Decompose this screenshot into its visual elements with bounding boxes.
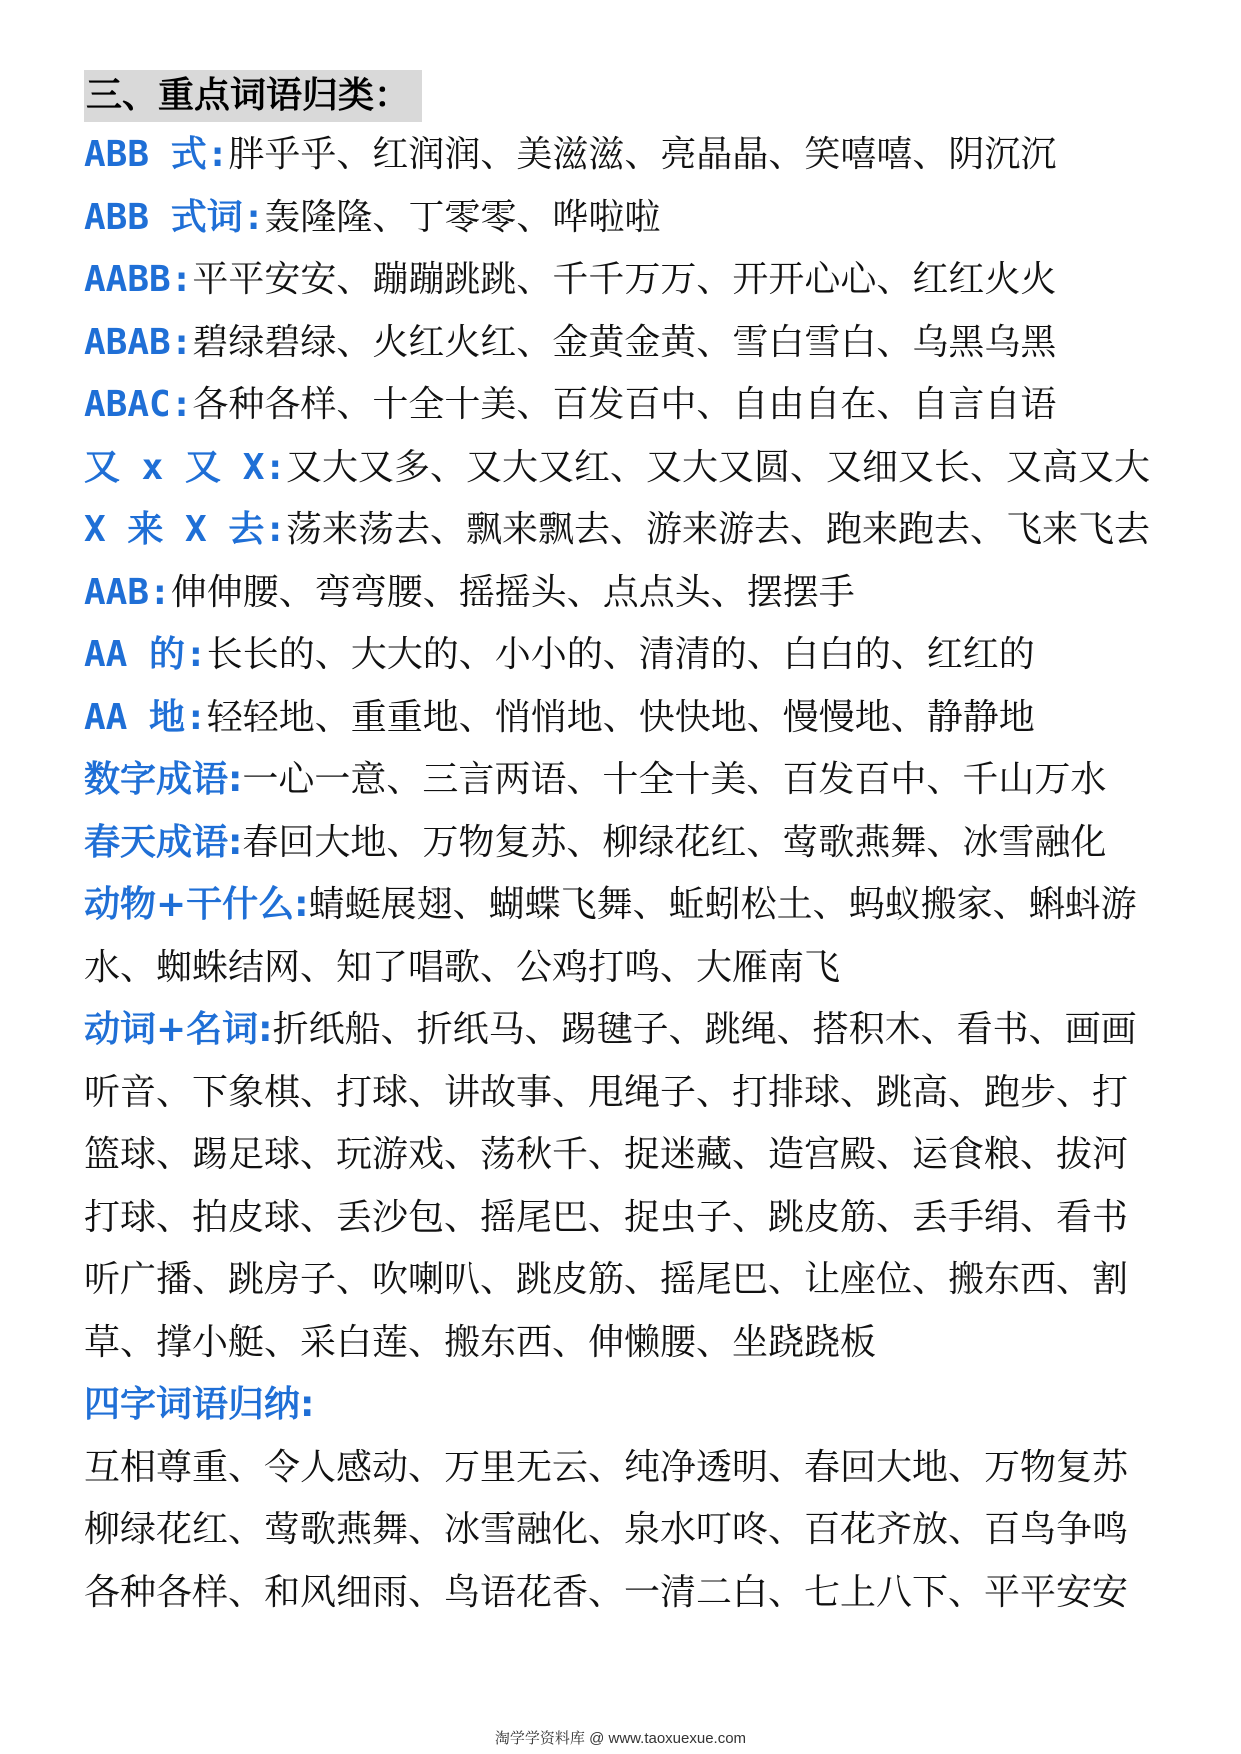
vocabulary-row [84, 1374, 1174, 1437]
vocabulary-row [84, 437, 1174, 500]
vocabulary-row [84, 374, 1174, 437]
word-list-text: 水、蜘蛛结网、知了唱歌、公鸡打鸣、大雁南飞 [84, 946, 841, 988]
category-label: 又 x 又 X: [84, 446, 287, 488]
word-list-text: 又大又多、又大又红、又大又圆、又细又长、又高又大 [286, 446, 1151, 488]
category-label: ABAC: [84, 384, 193, 425]
category-label: 春天成语: [84, 821, 243, 863]
vocabulary-row [84, 124, 1174, 187]
vocabulary-row [84, 1499, 1174, 1562]
word-list-text: 伸伸腰、弯弯腰、摇摇头、点点头、摆摆手 [170, 571, 855, 613]
category-label: AA 的: [84, 634, 207, 675]
vocabulary-row [84, 1249, 1174, 1312]
vocabulary-row [84, 312, 1174, 375]
word-list-text: 长长的、大大的、小小的、清清的、白白的、红红的 [206, 634, 1035, 675]
vocabulary-row [84, 1437, 1174, 1500]
word-list-text: 篮球、踢足球、玩游戏、荡秋千、捉迷藏、造宫殿、运食粮、拔河 [84, 1134, 1129, 1175]
vocabulary-row [84, 749, 1174, 812]
vocabulary-row [84, 999, 1174, 1062]
section-heading: 三、重点词语归类： [84, 70, 422, 122]
word-list-text: 平平安安、蹦蹦跳跳、千千万万、开开心心、红红火火 [192, 259, 1057, 300]
word-list-text: 胖乎乎、红润润、美滋滋、亮晶晶、笑嘻嘻、阴沉沉 [228, 134, 1057, 175]
word-list-text: 草、撑小艇、采白莲、搬东西、伸懒腰、坐跷跷板 [84, 1321, 877, 1363]
vocabulary-row [84, 249, 1174, 312]
category-label: ABB 式词: [84, 196, 265, 238]
vocabulary-row [84, 874, 1174, 937]
vocabulary-row [84, 937, 1174, 1000]
vocabulary-row [84, 1187, 1174, 1250]
category-label: 四字词语归纳: [84, 1384, 315, 1425]
vocabulary-row [84, 1312, 1174, 1375]
category-label: AAB: [84, 571, 171, 613]
word-list-text: 荡来荡去、飘来飘去、游来游去、跑来跑去、飞来飞去 [286, 509, 1151, 550]
category-label: ABB 式: [84, 134, 229, 175]
word-list-text: 一心一意、三言两语、十全十美、百发百中、千山万水 [242, 759, 1107, 800]
document-page [84, 70, 1174, 1624]
category-label: 动物+干什么: [84, 884, 309, 925]
category-label: 数字成语: [84, 759, 243, 800]
footer-watermark: 淘学学资料库 @ www.taoxuexue.com [494, 1730, 747, 1747]
word-list-text: 轰隆隆、丁零零、哗啦啦 [264, 196, 661, 238]
vocabulary-row [84, 1562, 1174, 1625]
word-list-text: 各种各样、和风细雨、鸟语花香、一清二白、七上八下、平平安安 [84, 1571, 1129, 1613]
vocabulary-row [84, 499, 1174, 562]
word-list-text: 打球、拍皮球、丢沙包、摇尾巴、捉虫子、跳皮筋、丢手绢、看书 [84, 1196, 1129, 1238]
word-list-text: 各种各样、十全十美、百发百中、自由自在、自言自语 [192, 384, 1057, 425]
category-label: AABB: [84, 259, 193, 300]
word-list-text: 听音、下象棋、打球、讲故事、甩绳子、打排球、跳高、跑步、打 [84, 1071, 1129, 1113]
vocabulary-row [84, 1124, 1174, 1187]
category-label: 动词+名词: [84, 1009, 273, 1050]
vocabulary-row [84, 562, 1174, 625]
word-list-text: 春回大地、万物复苏、柳绿花红、莺歌燕舞、冰雪融化 [242, 821, 1107, 863]
vocabulary-row [84, 1062, 1174, 1125]
word-list-text: 折纸船、折纸马、踢毽子、跳绳、搭积木、看书、画画 [272, 1009, 1137, 1050]
word-list-text: 柳绿花红、莺歌燕舞、冰雪融化、泉水叮咚、百花齐放、百鸟争鸣 [84, 1509, 1129, 1550]
word-list-text: 蜻蜓展翅、蝴蝶飞舞、蚯蚓松土、蚂蚁搬家、蝌蚪游 [308, 884, 1137, 925]
category-label: X 来 X 去: [84, 509, 287, 550]
category-label: ABAB: [84, 321, 193, 363]
category-label: AA 地: [84, 696, 207, 738]
word-list-text: 互相尊重、令人感动、万里无云、纯净透明、春回大地、万物复苏 [84, 1446, 1129, 1488]
word-list-text: 轻轻地、重重地、悄悄地、快快地、慢慢地、静静地 [206, 696, 1035, 738]
vocabulary-list [84, 124, 1174, 1624]
vocabulary-row [84, 687, 1174, 750]
word-list-text: 听广播、跳房子、吹喇叭、跳皮筋、摇尾巴、让座位、搬东西、割 [84, 1259, 1129, 1300]
vocabulary-row [84, 812, 1174, 875]
word-list-text: 碧绿碧绿、火红火红、金黄金黄、雪白雪白、乌黑乌黑 [192, 321, 1057, 363]
vocabulary-row [84, 624, 1174, 687]
vocabulary-row [84, 187, 1174, 250]
